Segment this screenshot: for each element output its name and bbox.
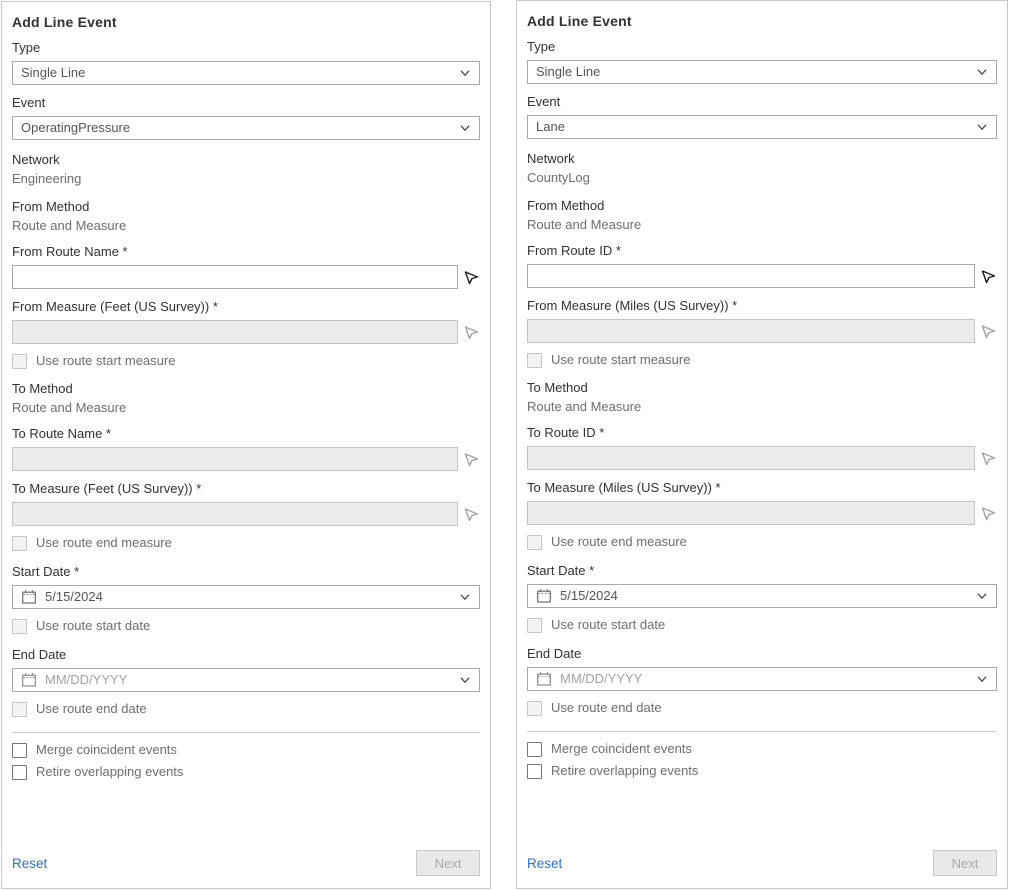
next-button[interactable]: Next: [933, 850, 997, 876]
checkbox-icon: [12, 619, 27, 634]
checkbox-icon: [527, 701, 542, 716]
chevron-down-icon: [459, 67, 471, 79]
map-pick-arrow-icon[interactable]: [979, 268, 997, 285]
divider: [527, 731, 997, 732]
chevron-down-icon: [459, 674, 471, 686]
from-measure-label: From Measure (Feet (US Survey)) *: [12, 299, 218, 314]
type-select-value: Single Line: [536, 64, 601, 79]
type-select[interactable]: [12, 61, 480, 85]
to-measure-label: To Measure (Feet (US Survey)) *: [12, 481, 202, 496]
use-route-start-date-checkbox[interactable]: Use route start date: [12, 618, 480, 634]
network-label: Network: [527, 151, 575, 166]
chevron-down-icon: [976, 121, 988, 133]
merge-coincident-events-checkbox[interactable]: Merge coincident events: [12, 742, 480, 758]
from-measure-label: From Measure (Miles (US Survey)) *: [527, 298, 738, 313]
event-select[interactable]: [527, 115, 997, 139]
page-title: Add Line Event: [12, 14, 117, 30]
event-select-value: OperatingPressure: [21, 120, 131, 135]
use-route-start-measure-checkbox[interactable]: Use route start measure: [12, 353, 480, 369]
checkbox-icon: [527, 535, 542, 550]
add-line-event-pane-left: [1, 1, 491, 889]
network-label: Network: [12, 152, 60, 167]
use-route-end-date-checkbox[interactable]: Use route end date: [527, 700, 997, 716]
event-label: Event: [12, 95, 46, 110]
checkbox-icon: [12, 743, 27, 758]
end-date-placeholder: MM/DD/YYYY: [560, 671, 643, 686]
use-route-end-measure-checkbox[interactable]: Use route end measure: [527, 534, 997, 550]
from-route-input[interactable]: [527, 264, 975, 288]
retire-overlapping-events-checkbox[interactable]: Retire overlapping events: [527, 763, 997, 779]
to-method-value: Route and Measure: [12, 400, 127, 415]
from-method-label: From Method: [527, 198, 605, 213]
checkbox-icon: [12, 702, 27, 717]
map-pick-arrow-icon[interactable]: [462, 451, 480, 468]
checkbox-icon: [12, 765, 27, 780]
reset-link[interactable]: Reset: [12, 855, 48, 871]
use-route-start-measure-checkbox[interactable]: Use route start measure: [527, 352, 997, 368]
end-date-picker[interactable]: [527, 667, 997, 691]
chevron-down-icon: [976, 673, 988, 685]
add-line-event-pane-right: [516, 0, 1008, 889]
end-date-label: End Date: [527, 646, 582, 661]
page-title: Add Line Event: [527, 13, 632, 29]
to-route-input[interactable]: [527, 446, 975, 470]
use-route-end-date-checkbox[interactable]: Use route end date: [12, 701, 480, 717]
reset-link[interactable]: Reset: [527, 855, 563, 871]
from-method-value: Route and Measure: [527, 217, 642, 232]
calendar-icon: [21, 589, 37, 605]
calendar-icon: [536, 588, 552, 604]
to-measure-input[interactable]: [12, 502, 458, 526]
end-date-picker[interactable]: [12, 668, 480, 692]
checkbox-icon: [527, 764, 542, 779]
start-date-picker[interactable]: [527, 584, 997, 608]
chevron-down-icon: [976, 66, 988, 78]
start-date-label: Start Date *: [527, 563, 595, 578]
start-date-value: 5/15/2024: [560, 588, 618, 603]
from-route-label: From Route Name *: [12, 244, 128, 259]
checkbox-icon: [527, 353, 542, 368]
checkbox-icon: [527, 742, 542, 757]
chevron-down-icon: [459, 122, 471, 134]
from-route-label: From Route ID *: [527, 243, 621, 258]
map-pick-arrow-icon[interactable]: [462, 506, 480, 523]
map-pick-arrow-icon[interactable]: [979, 505, 997, 522]
start-date-value: 5/15/2024: [45, 589, 103, 604]
event-select[interactable]: [12, 116, 480, 140]
calendar-icon: [536, 671, 552, 687]
type-label: Type: [12, 40, 41, 55]
to-route-label: To Route Name *: [12, 426, 111, 441]
map-pick-arrow-icon[interactable]: [979, 323, 997, 340]
to-method-value: Route and Measure: [527, 399, 642, 414]
from-route-input[interactable]: [12, 265, 458, 289]
from-method-label: From Method: [12, 199, 90, 214]
map-pick-arrow-icon[interactable]: [462, 269, 480, 286]
to-route-input[interactable]: [12, 447, 458, 471]
network-value: Engineering: [12, 171, 82, 186]
map-pick-arrow-icon[interactable]: [462, 324, 480, 341]
type-select-value: Single Line: [21, 65, 86, 80]
checkbox-icon: [12, 536, 27, 551]
use-route-start-date-checkbox[interactable]: Use route start date: [527, 617, 997, 633]
event-select-value: Lane: [536, 119, 565, 134]
use-route-end-measure-checkbox[interactable]: Use route end measure: [12, 535, 480, 551]
retire-overlapping-events-checkbox[interactable]: Retire overlapping events: [12, 764, 480, 780]
to-measure-input[interactable]: [527, 501, 975, 525]
start-date-label: Start Date *: [12, 564, 80, 579]
type-select[interactable]: [527, 60, 997, 84]
to-measure-label: To Measure (Miles (US Survey)) *: [527, 480, 721, 495]
checkbox-icon: [12, 354, 27, 369]
from-measure-input[interactable]: [12, 320, 458, 344]
start-date-picker[interactable]: [12, 585, 480, 609]
from-measure-input[interactable]: [527, 319, 975, 343]
from-method-value: Route and Measure: [12, 218, 127, 233]
map-pick-arrow-icon[interactable]: [979, 450, 997, 467]
to-route-label: To Route ID *: [527, 425, 605, 440]
divider: [12, 732, 480, 733]
to-method-label: To Method: [527, 380, 588, 395]
end-date-label: End Date: [12, 647, 67, 662]
checkbox-icon: [527, 618, 542, 633]
type-label: Type: [527, 39, 556, 54]
calendar-icon: [21, 672, 37, 688]
merge-coincident-events-checkbox[interactable]: Merge coincident events: [527, 741, 997, 757]
to-method-label: To Method: [12, 381, 73, 396]
next-button[interactable]: Next: [416, 850, 480, 876]
chevron-down-icon: [459, 591, 471, 603]
end-date-placeholder: MM/DD/YYYY: [45, 672, 128, 687]
chevron-down-icon: [976, 590, 988, 602]
network-value: CountyLog: [527, 170, 590, 185]
event-label: Event: [527, 94, 561, 109]
